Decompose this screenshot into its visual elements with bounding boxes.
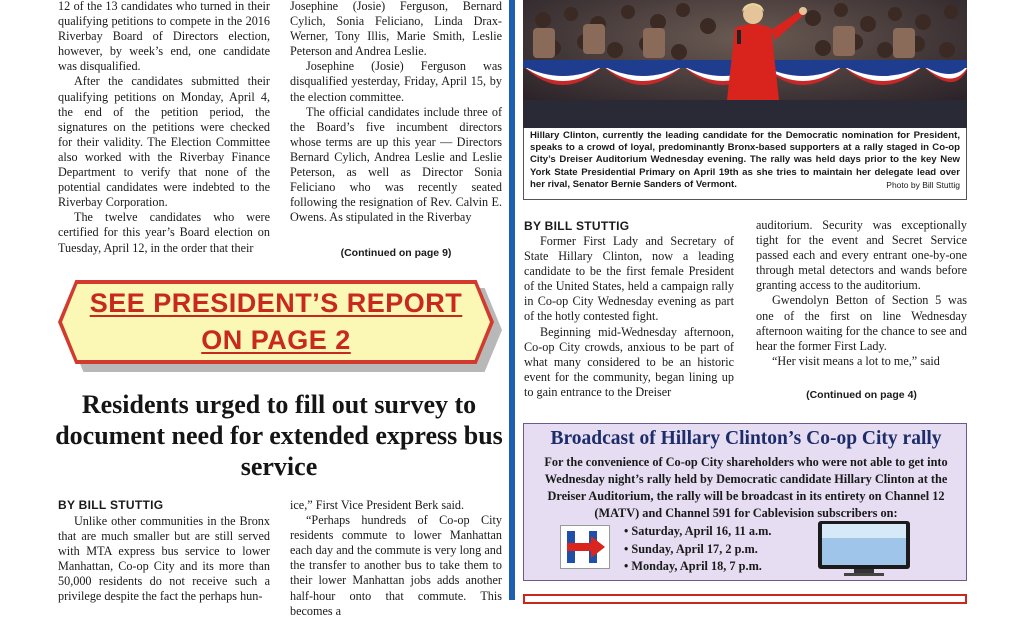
banner-line-2: ON PAGE 2 [201,325,351,355]
election-text: The twelve candidates who were certified for this year’s Board election on Tuesday, April 12, in the order that their [58,210,270,255]
election-story-col1 [58,0,270,256]
hillary-logo-icon [560,525,610,569]
clinton-text: auditorium. Security was exceptionally tight for the event and Secret Service passed each and every entrant one-by-one through metal detectors and wands before granting access to the auditorium. [756,218,967,293]
survey-col2 [290,498,502,619]
photo-credit: Photo by Bill Stuttig [886,179,960,190]
survey-text: ice,” First Vice President Berk said. [290,498,465,512]
broadcast-time: • Saturday, April 16, 11 a.m. [624,524,772,538]
election-text: The official candidates include three of the Board’s five incumbent directors whose terms are up this year — Directors Bernard Cylich, Andrea Leslie and Leslie Peterson, as well as Director Sonia Feliciano who was recently seated following the resignation of Rev. Calvin E. Owens. As stipulated in the Riverbay [290,104,502,225]
column-divider [509,0,515,600]
election-text: Josephine (Josie) Ferguson was disqualified yesterday, Friday, April 15, by the election committee. [290,59,502,104]
election-text: After the candidates submitted their qualifying petitions on Monday, April 4, the end of the petition period, the signatures on the petitions were checked for their validity. The Election Committee also worked with the Riverbay Finance Department to verify that none of the potential candidates were indebted to the Riverbay Corporation. [58,74,270,210]
clinton-text: Former First Lady and Secretary of State Hillary Clinton, now a leading candidate to be the first female President of the United States, held a campaign rally in Co-op City Wednesday evening as part of the hotly contested fight. [524,234,734,324]
caption-text: Hillary Clinton, currently the leading candidate for the Democratic nomination for President, speaks to a crowd of loyal, predominantly Bronx-based supporters at a rally staged in Co-op City’s Dreiser Auditorium Wednesday evening. The rally was held days prior to the key New York State Presidential Primary on April 19th as she tries to maintain her delegate lead over her rival, Senator Bernie Sanders of Vermont. [530,130,960,190]
photo-caption [523,128,967,200]
clinton-col1 [524,234,734,400]
broadcast-box [523,423,967,581]
rally-photo-image [523,0,967,128]
survey-text: “Perhaps hundreds of Co-op City residents commute to lower Manhattan each day and the commute is very long and the transfer to another bus to take them to their lower Manhattan jobs adds another half-hour onto that commute. This becomes a [290,513,502,618]
election-text: Josephine (Josie) Ferguson, Bernard Cylich, Sonia Feliciano, Linda Drax-Werner, Tony Illis, Marie Smith, Leslie Peterson and Andrea Leslie. [290,0,502,59]
broadcast-times [624,523,771,576]
survey-col1 [58,514,270,605]
clinton-col2 [756,218,967,369]
election-text: 12 of the 13 candidates who turned in their qualifying petitions to compete in the 2016 Riverbay Board of Directors election, however, by week’s end, one candidate was disqualified. [58,0,270,74]
continued-page-4[interactable]: (Continued on page 4) [806,389,917,401]
survey-text: Unlike other communities in the Bronx that are much smaller but are still served with MTA express bus service to lower Manhattan, Co-op City and its more than 50,000 residents do not receive such a privilege despite the fact the perhaps hun- [58,514,270,604]
clinton-text: Gwendolyn Betton of Section 5 was one of the first on line Wednesday afternoon waiting for the chance to see and hear the former First Lady. [756,293,967,353]
broadcast-body: For the convenience of Co-op City shareholders who were not able to get into Wednesday night’s rally held by Democratic candidate Hillary Clinton at the Dreiser Auditorium, the rally will be broadcast in its entirety on Channel 12 (MATV) and Channel 591 for Cablevision subscribers on: [544,455,948,520]
survey-headline: Residents urged to fill out survey to document need for extended express bus service [55,390,503,481]
banner-line-1: SEE PRESIDENT’S REPORT [89,288,463,318]
survey-byline: BY BILL STUTTIG [58,498,164,512]
president-report-banner[interactable] [58,280,502,372]
next-story-box [523,594,967,604]
broadcast-title: Broadcast of Hillary Clinton’s Co-op City rally [550,428,942,449]
broadcast-time: • Sunday, April 17, 2 p.m. [624,541,758,556]
broadcast-time: • Monday, April 18, 7 p.m. [624,559,762,573]
clinton-text: Beginning mid-Wednesday afternoon, Co-op City crowds, anxious to be part of what many considered to be an historic event for the community, began lining up to gain entrance to the Dreiser [524,324,734,399]
clinton-byline: BY BILL STUTTIG [524,219,630,233]
rally-photo[interactable] [523,0,967,128]
continued-page-9[interactable]: (Continued on page 9) [340,247,452,259]
election-story-col2 [290,0,502,225]
clinton-text: “Her visit means a lot to me,” said [772,353,940,368]
television-icon [816,519,912,577]
